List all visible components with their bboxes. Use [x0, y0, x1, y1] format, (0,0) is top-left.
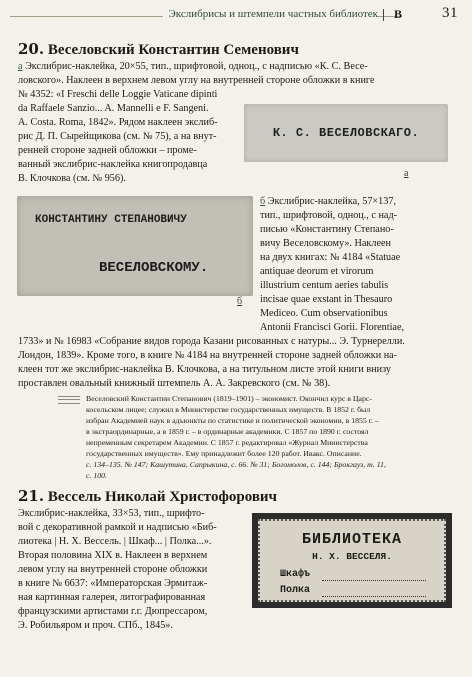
entry-20-cont-line-1: Лондон, 1839». Кроме того, в книге № 4184 на внутренней стороне задней обложки на- — [18, 350, 398, 361]
entry-20-heading — [18, 40, 299, 59]
entry-20-text-a-line-7: ванный экслибрис-наклейка книгопродавца — [18, 159, 208, 170]
entry-21-text-line-6: ная картинная галерея, литографированная — [18, 592, 206, 603]
note-marker — [58, 396, 80, 404]
running-header — [0, 5, 472, 30]
note-line-7: с. 100. — [86, 471, 108, 480]
entry-20-text-a-line-2: № 4352: «I Freschi delle Loggie Vaticane dipinti — [18, 89, 218, 100]
bookplate-polka-dots — [322, 587, 426, 597]
entry-20-text-a-line-4: A. Costa. Roma, 1842». Рядом наклеен экслиб- — [18, 117, 218, 128]
bookplate-b-caption: б — [237, 296, 243, 307]
entry-20-name: Веселовский Константин Семенович — [47, 42, 299, 58]
entry-21-text-line-5: в книге № 6637: «Императорская Эрмитаж- — [18, 578, 208, 589]
entry-20-text-b-line-5: antiquae deorum et virorum — [260, 266, 374, 277]
header-letter: В — [393, 7, 402, 21]
header-separator — [383, 9, 384, 21]
entry-20-text-a-line-1: ловского». Наклеен в верхнем левом углу на внутренней стороне обложки в книге — [18, 75, 375, 86]
entry-21-heading — [18, 487, 277, 506]
entry-21-number: 21. — [18, 487, 45, 505]
entry-21-text-line-0: Экслибрис-наклейка, 33×53, тип., шрифто- — [18, 508, 205, 519]
entry-21-text-line-7: французскими артистами г.г. Дюпрессаром, — [18, 606, 208, 617]
bookplate-b-line1: КОНСТАНТИНУ СТЕПАНОВИЧУ — [35, 214, 187, 226]
entry-20-cont-line-2: клеен тот же экслибрис-наклейка В. Клочкова, а на титульном листе этой книги внизу — [18, 364, 392, 375]
note-line-3: в экстраординарные, а в 1859 г. – в ординарные академики. С 1857 по 1890 г. состоял — [86, 427, 369, 436]
bookplate-a-caption: а — [404, 168, 409, 179]
entry-20-text-a-line-8: В. Клочкова (см. № 956). — [18, 173, 126, 184]
note-line-5: государственных имуществ». Ему принадлежит более 120 работ. Ивакс. Описание. — [86, 449, 362, 458]
bookplate-b-image — [17, 196, 253, 296]
entry-20-text-b-line-7: incisae quae exstant in Thesauro — [260, 294, 393, 305]
note-line-2: избран Академией наук в адъюнкты по статистике и политической экономии, в 1855 г. – — [86, 416, 379, 425]
entry-20-text-b-line-0: б Экслибрис-наклейка, 57×137, — [260, 196, 397, 207]
entry-21-text-line-3: Вторая половина XIX в. Наклеен в верхнем — [18, 550, 208, 561]
entry-21-text-line-4: левом углу на внутренней стороне обложки — [18, 564, 208, 575]
note-line-0: Веселовский Константин Степанович (1819–1901) – экономист. Окончил курс в Царс- — [86, 394, 372, 403]
entry-21-name: Вессель Николай Христофорович — [47, 489, 278, 505]
entry-21-text-line-2: лиотека | Н. Х. Вессель. | Шкаф... | Полка...». — [18, 536, 212, 547]
bookplate-frame — [258, 519, 446, 602]
entry-20-cont-line-0: 1733» и № 16983 «Собрание видов города Казани рисованных с натуры... Э. Турнерелли. — [18, 336, 405, 347]
label-b: б — [260, 196, 266, 207]
bookplate-shelf-dots — [322, 571, 426, 581]
entry-21-text-line-8: Э. Робильяром и проч. СПб., 1845». — [18, 620, 173, 631]
note-line-4: непременным секретарем Академии. С 1857 г. редактировал «Журнал Министерства — [86, 438, 368, 447]
entry-20-text-a-line-3: da Raffaele Sanzio... A. Mannelli e F. Sangeni. — [18, 103, 209, 114]
entry-20-number: 20. — [18, 40, 45, 58]
entry-20-text-b-line-8: Mediceo. Cum observationibus — [260, 308, 388, 319]
label-a: а — [18, 61, 23, 72]
note-line-6: с. 134–135. № 147; Кашутина, Сапрыкина, с. 66. № 31; Богомолов, с. 144; Брокгауз, т. 11, — [86, 460, 386, 469]
entry-20-text-b-line-9: Antonii Francisci Gorii. Florentiae, — [260, 322, 405, 333]
entry-20-text-b-line-3: вичу Веселовскому». Наклеен — [260, 238, 391, 249]
entry-20-text-a-line-6: ренней стороне задней обложки – проме- — [18, 145, 197, 156]
bookplate-owner: Н. Х. ВЕССЕЛЯ. — [312, 551, 392, 562]
bookplate-a-text: К. С. ВЕСЕЛОВСКАГО. — [272, 126, 420, 140]
header-title: Экслибрисы и штемпели частных библиотек — [163, 8, 378, 20]
bookplate-shelf-label: Шкафъ — [280, 569, 311, 580]
entry-20-text-b-line-6: illustrium centum aeries tabulis — [260, 280, 389, 291]
entry-20-text-a-line-5: рис Д. П. Сырейщикова (см. № 75), а на внут- — [18, 131, 217, 142]
note-line-1: косельском лицее; служил в Министерстве государственных имуществ. В 1852 г. был — [86, 405, 371, 414]
entry-20-text-b-line-4: на двух книгах: № 4184 «Statuae — [260, 252, 401, 263]
entry-20-text-b-line-1: тип., шрифтовой, одноц., с над- — [260, 210, 398, 221]
entry-20-text-a-line-0: а Экслибрис-наклейка, 20×55, тип., шрифтовой, одноц., с надписью «К. С. Весе- — [18, 61, 368, 72]
bookplate-a-image — [244, 104, 448, 162]
bookplate-vessel-image — [252, 513, 452, 608]
entry-20-cont-line-3: проставлен овальный книжный штемпель А. А. Закревского (см. № 38). — [18, 378, 331, 389]
bookplate-title: БИБЛИОТЕКА — [301, 531, 402, 548]
entry-21-text-line-1: вой с декоративной рамкой и надписью «Биб- — [18, 522, 217, 533]
page-number: 31 — [442, 5, 458, 21]
bookplate-b-line2: ВЕСЕЛОВСКОМУ. — [99, 260, 209, 276]
entry-20-text-b-line-2: писью «Константину Степано- — [260, 224, 394, 235]
bookplate-polka-label: Полка — [280, 585, 311, 596]
biographical-note — [86, 393, 458, 481]
